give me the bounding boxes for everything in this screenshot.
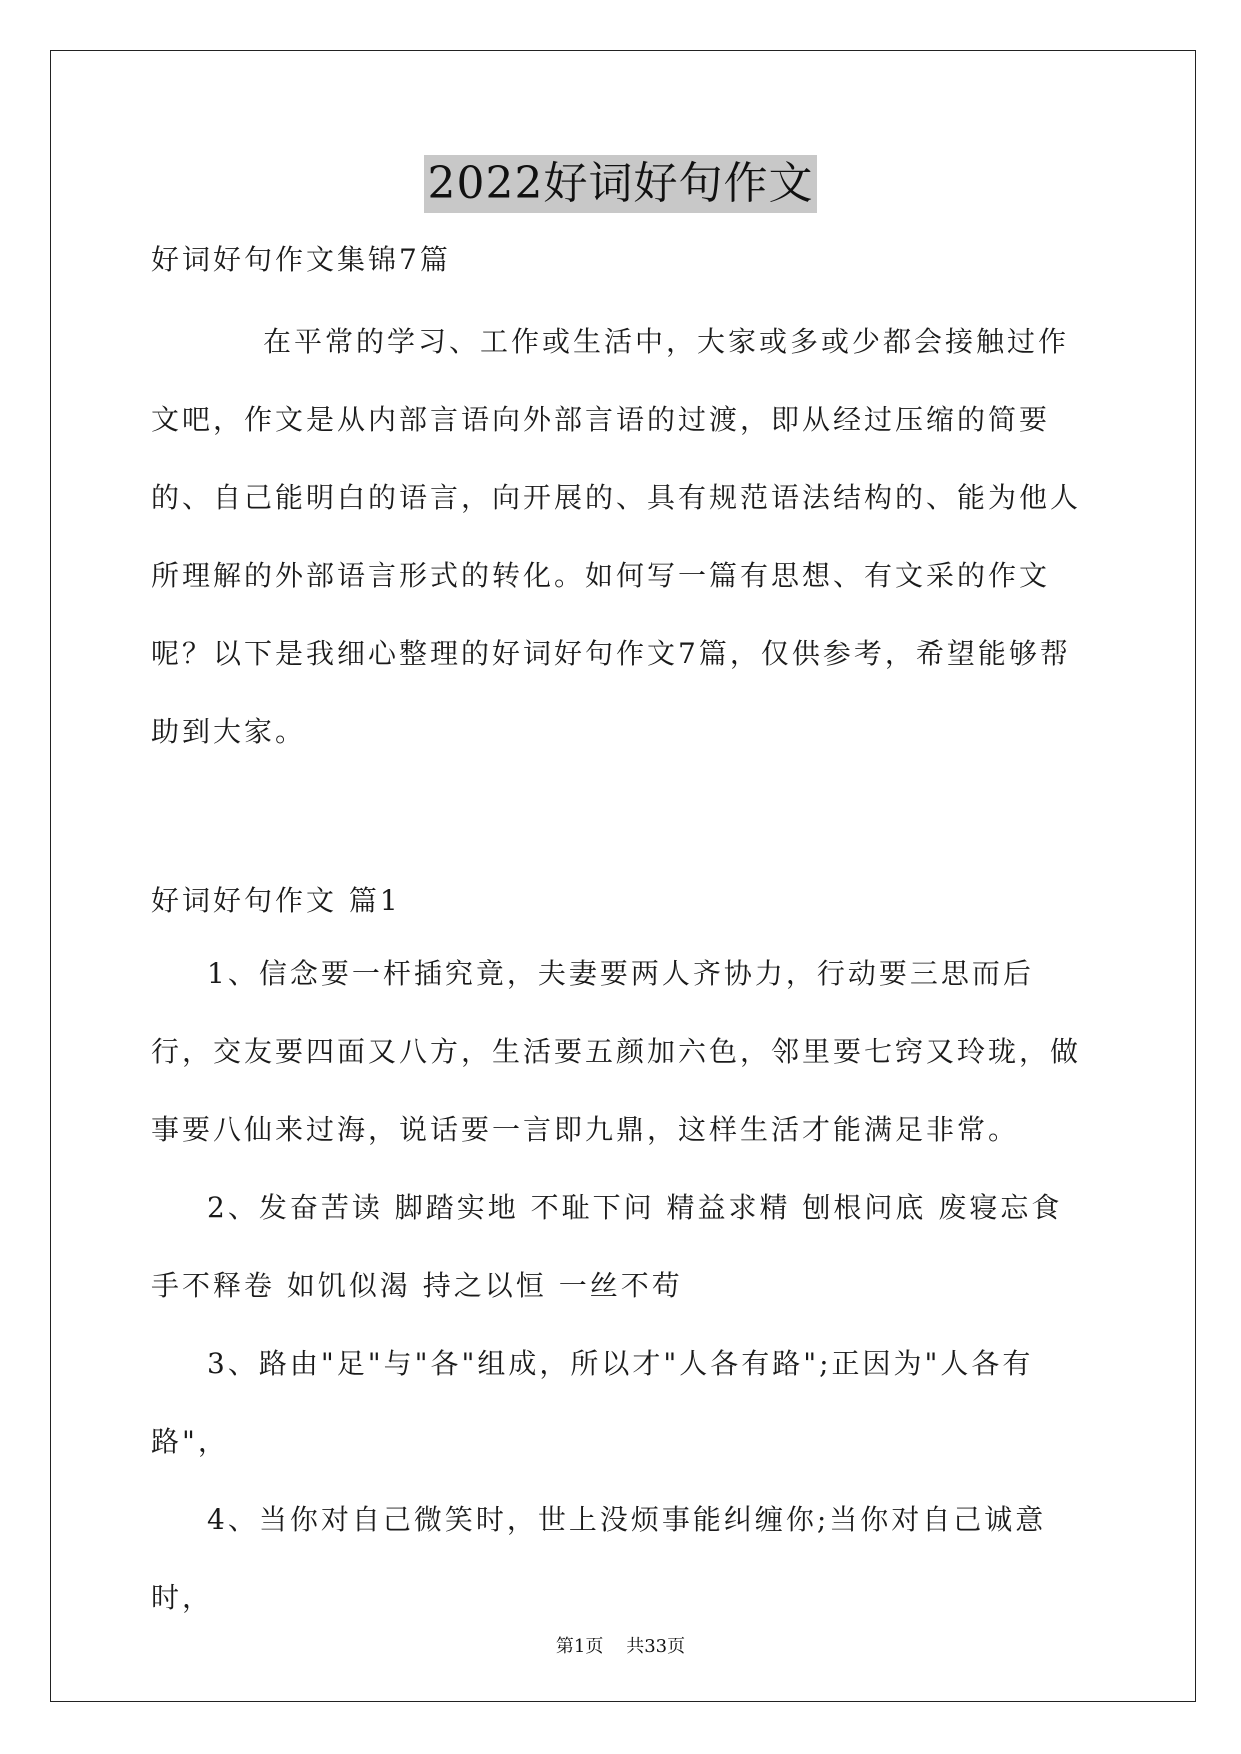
list-item: 3、路由"足"与"各"组成，所以才"人各有路";正因为"人各有路"，	[151, 1347, 1034, 1458]
document-body	[151, 235, 1091, 1637]
title-container	[0, 155, 1241, 213]
page-number: 第1页	[555, 1636, 604, 1657]
list-item: 4、当你对自己微笑时，世上没烦事能纠缠你;当你对自己诚意时，	[151, 1503, 1047, 1614]
page-total: 共33页	[626, 1636, 686, 1657]
intro-paragraph: 在平常的学习、工作或生活中，大家或多或少都会接触过作文吧，作文是从内部言语向外部言语的过渡，即从经过压缩的简要的、自己能明白的语言，向开展的、具有规范语法结构的、能为他人所理解的外部语言形式的转化。如何写一篇有思想、有文采的作文呢？以下是我细心整理的好词好句作文7篇，仅供参考，希望能够帮助到大家。	[151, 325, 1082, 748]
page-footer	[0, 1632, 1241, 1658]
list-item: 2、发奋苦读 脚踏实地 不耻下问 精益求精 刨根问底 废寝忘食 手不释卷 如饥似渴 持之以恒 一丝不苟	[151, 1191, 1063, 1302]
section-spacer	[151, 771, 1091, 871]
document-title: 2022好词好句作文	[424, 155, 818, 213]
section-heading: 好词好句作文 篇1	[151, 884, 401, 917]
list-item: 1、信念要一杆插究竟，夫妻要两人齐协力，行动要三思而后行，交友要四面又八方，生活要五颜加六色，邻里要七窍又玲珑，做事要八仙来过海，说话要一言即九鼎，这样生活才能满足非常。	[151, 957, 1082, 1146]
document-subtitle: 好词好句作文集锦7篇	[151, 243, 451, 276]
